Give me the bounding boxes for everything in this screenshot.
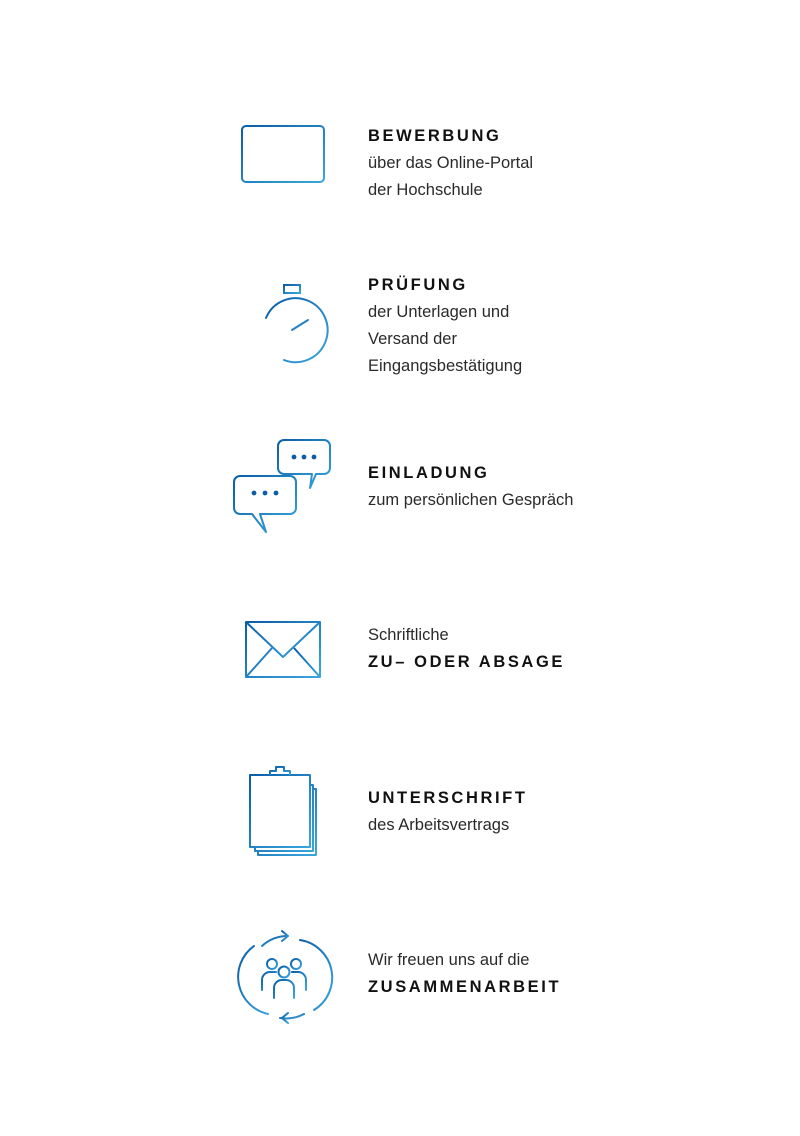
step-text [368, 460, 698, 514]
step-line: Versand der [368, 330, 457, 348]
step-line: über das Online-Portal [368, 154, 534, 172]
team-cycle-icon [232, 926, 336, 1030]
step-text [368, 123, 698, 204]
envelope-icon [232, 612, 336, 716]
chat-bubbles-icon [232, 432, 336, 536]
step-line: der Hochschule [368, 181, 483, 199]
step-line: des Arbeitsvertrags [368, 816, 510, 834]
stopwatch-icon [232, 272, 336, 376]
step-title: EINLADUNG [368, 464, 490, 482]
step-text [368, 272, 698, 380]
step-line: Wir freuen uns auf die [368, 951, 530, 969]
step-title: BEWERBUNG [368, 127, 502, 145]
step-title: ZU– ODER ABSAGE [368, 653, 565, 671]
step-text [368, 622, 698, 676]
step-text [368, 785, 698, 839]
step-text [368, 947, 698, 1001]
clipboard-documents-icon [232, 763, 336, 867]
step-line: Schriftliche [368, 626, 449, 644]
step-title: ZUSAMMENARBEIT [368, 978, 562, 996]
step-title: PRÜFUNG [368, 276, 468, 294]
monitor-icon [232, 118, 336, 222]
step-title: UNTERSCHRIFT [368, 789, 528, 807]
step-line: zum persönlichen Gespräch [368, 491, 574, 509]
step-line: der Unterlagen und [368, 303, 510, 321]
step-line: Eingangsbestätigung [368, 357, 523, 375]
